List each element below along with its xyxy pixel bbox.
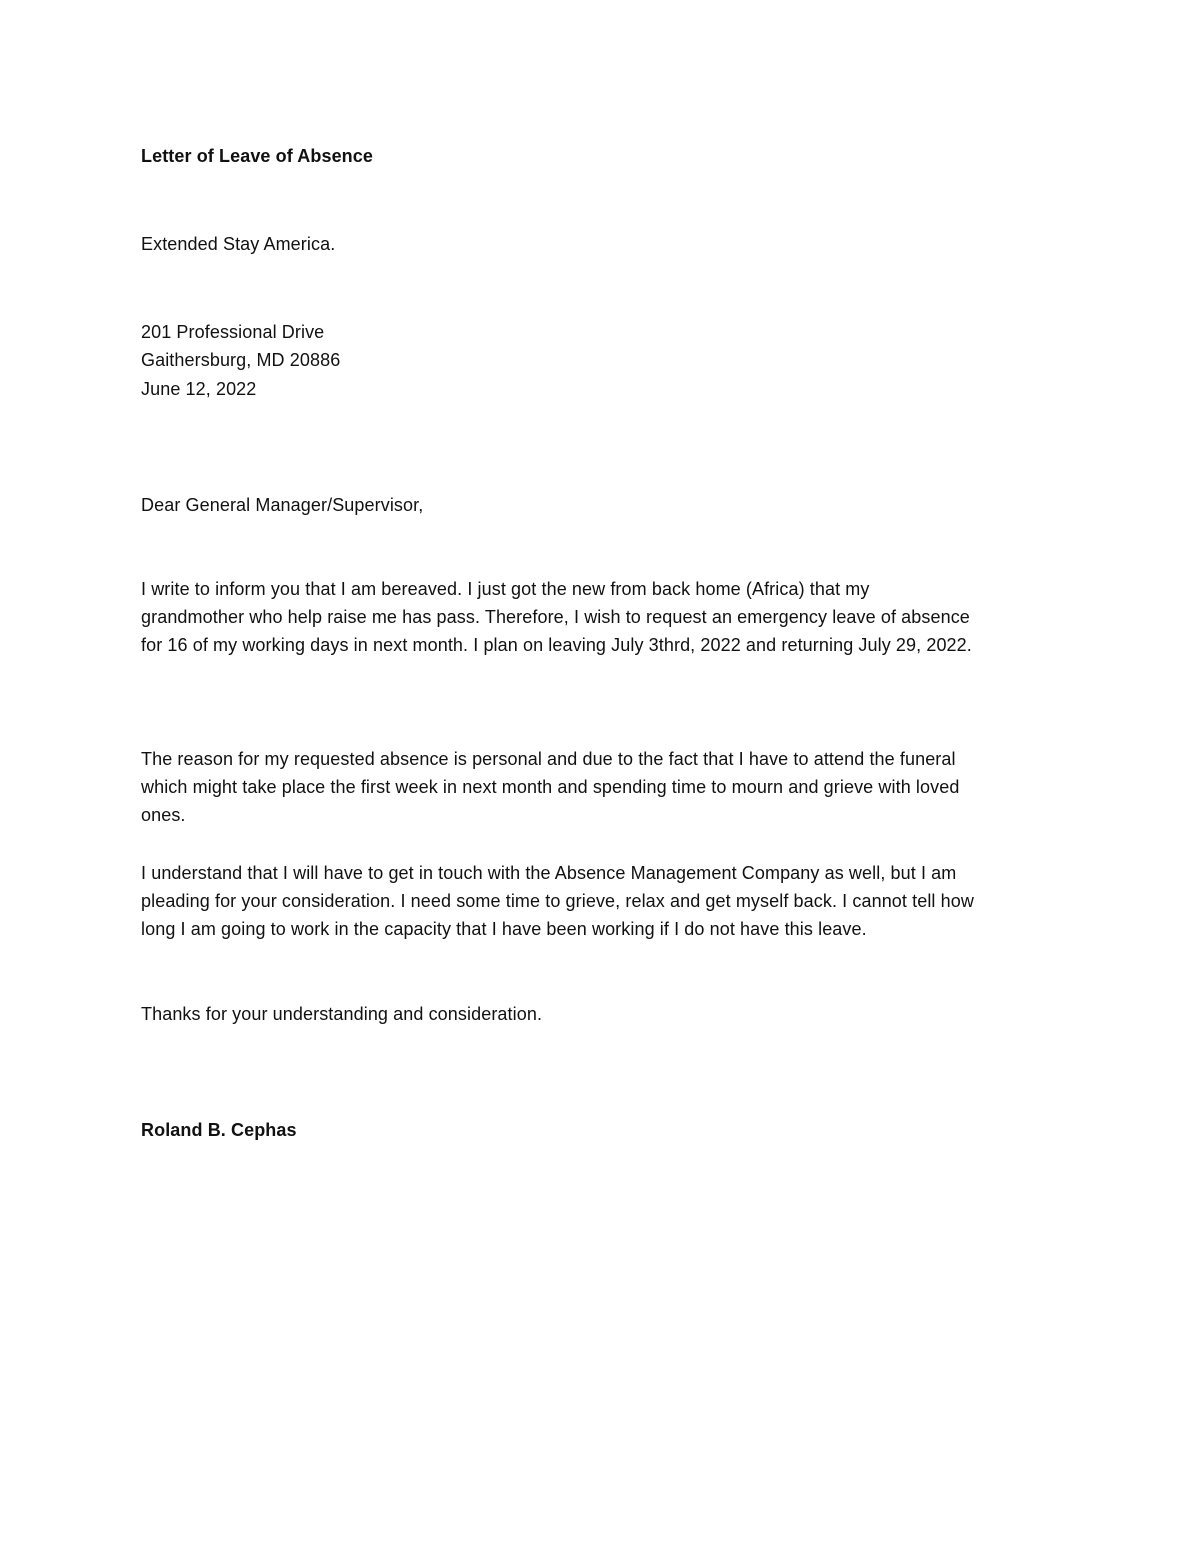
letter-date: June 12, 2022 xyxy=(141,379,257,399)
company-name: Extended Stay America. xyxy=(141,234,336,254)
paragraph-3-line-1: I understand that I will have to get in touch with the Absence Management Company as well, but I am xyxy=(141,863,957,883)
salutation: Dear General Manager/Supervisor, xyxy=(141,495,424,515)
paragraph-1-line-1: I write to inform you that I am bereaved. I just got the new from back home (Africa) that my xyxy=(141,579,870,599)
letter-title: Letter of Leave of Absence xyxy=(141,146,373,166)
closing-line: Thanks for your understanding and consideration. xyxy=(141,1004,543,1024)
signature-name: Roland B. Cephas xyxy=(141,1120,297,1140)
paragraph-2-line-2: which might take place the first week in next month and spending time to mourn and grieve with loved xyxy=(141,777,960,797)
paragraph-1-line-2: grandmother who help raise me has pass. Therefore, I wish to request an emergency leave of absence xyxy=(141,607,970,627)
paragraph-3-line-3: long I am going to work in the capacity that I have been working if I do not have this leave. xyxy=(141,919,867,939)
paragraph-3-line-2: pleading for your consideration. I need some time to grieve, relax and get myself back. I cannot tell how xyxy=(141,891,974,911)
paragraph-2-line-3: ones. xyxy=(141,805,186,825)
paragraph-2-line-1: The reason for my requested absence is personal and due to the fact that I have to attend the funeral xyxy=(141,749,956,769)
address-line-1: 201 Professional Drive xyxy=(141,322,325,342)
paragraph-1-line-3: for 16 of my working days in next month. I plan on leaving July 3thrd, 2022 and returning July 29, 2022. xyxy=(141,635,972,655)
address-line-2: Gaithersburg, MD 20886 xyxy=(141,350,341,370)
